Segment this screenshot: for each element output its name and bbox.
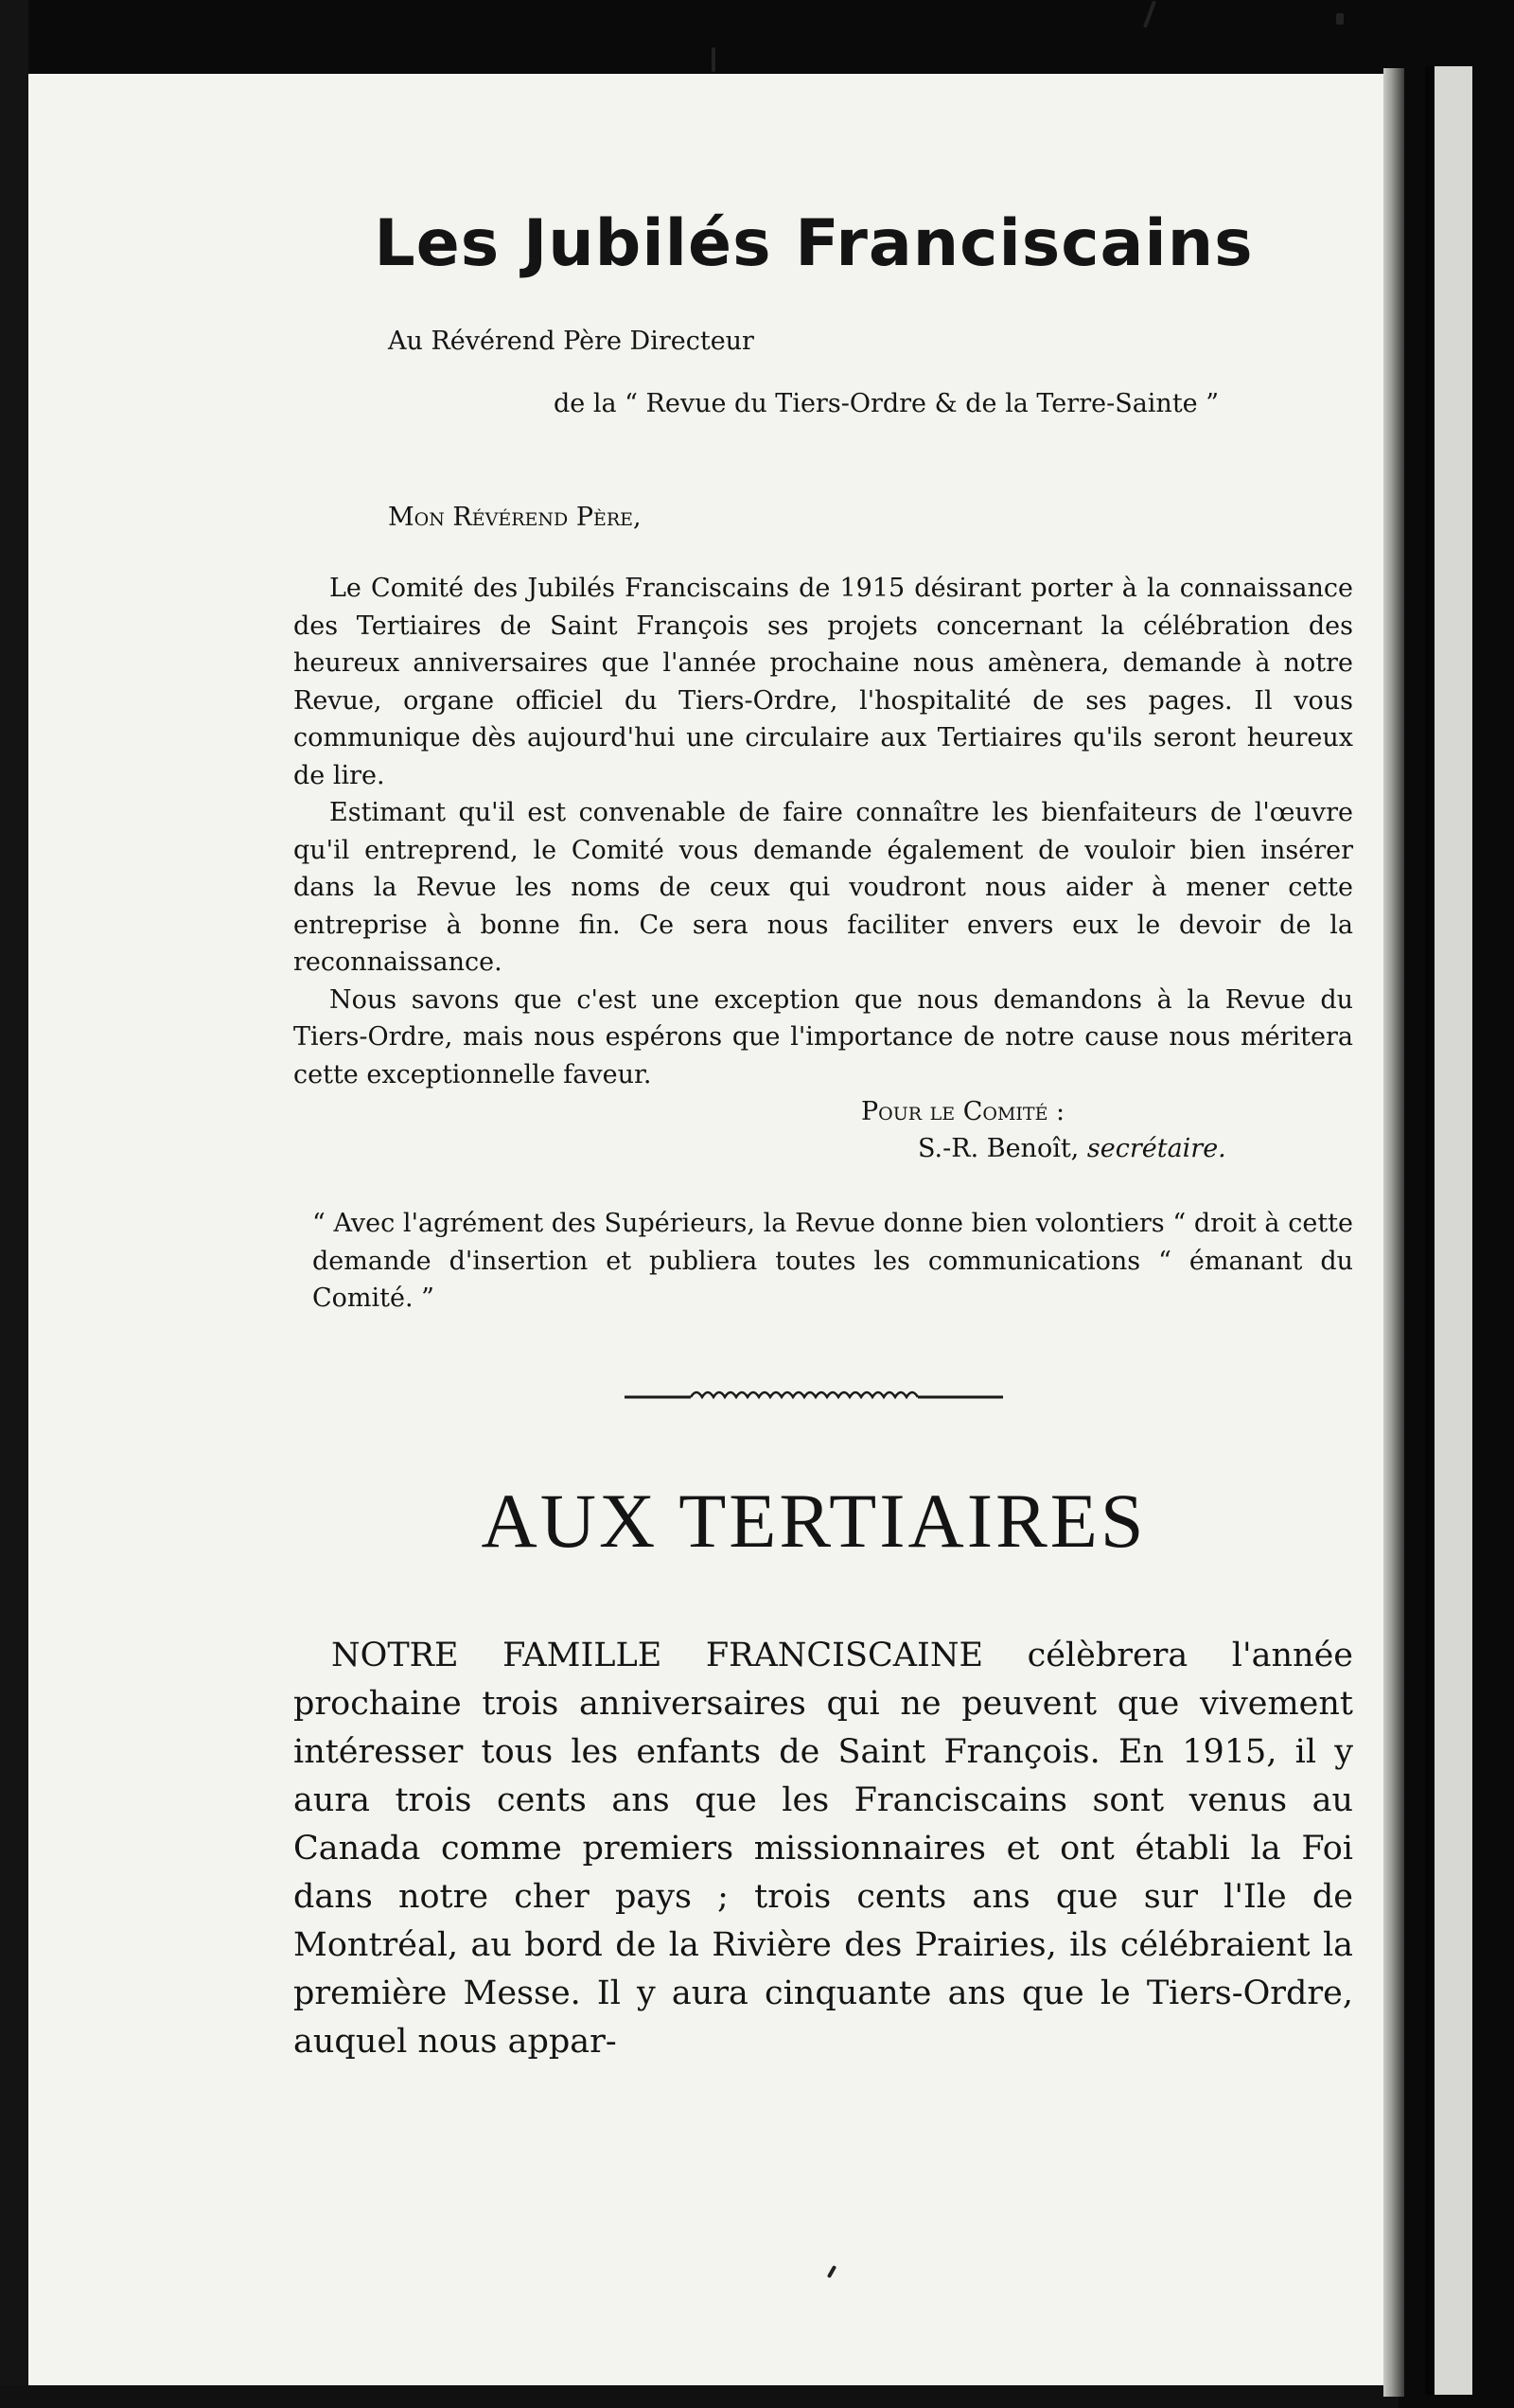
letter-signature [293, 1093, 1353, 1167]
speck [712, 47, 715, 72]
speck [1336, 13, 1344, 25]
page-title: Les Jubilés Franciscains [374, 206, 1254, 281]
editor-note-text: “ Avec l'agrément des Supérieurs, la Revue donne bien volontiers “ droit à cette demande d'insertion et publiera toutes les communications “ émanant du Comité. ” [312, 1209, 1353, 1313]
signature-committee: Pour le Comité : [861, 1097, 1065, 1126]
page-spine-edge [1383, 68, 1404, 2397]
section-body [293, 1632, 1353, 2066]
editor-note [312, 1205, 1353, 1318]
signature-name-line [918, 1130, 1353, 1167]
letter-paragraph-3: Nous savons que c'est une exception que nous demandons à la Revue du Tiers-Ordre, mais nous espérons que l'importance de notre cause nous méritera cette exceptionnelle faveur. [293, 984, 1353, 1089]
section-title: AUX TERTIAIRES [481, 1477, 1147, 1564]
letter-salutation: Mon Révérend Père, [388, 503, 642, 532]
next-page-edge [1435, 66, 1472, 2395]
signature-name: S.-R. Benoît, [918, 1134, 1080, 1163]
address-line-1: Au Révérend Père Directeur [388, 327, 754, 356]
wavy-divider-ornament [625, 1384, 1003, 1407]
letter-paragraph-2: Estimant qu'il est convenable de faire connaître les bienfaiteurs de l'œuvre qu'il entreprend, le Comité vous demande également de vouloir bien insérer dans la Revue les noms de ceux qui voudront nous aider à mener cette entreprise à bonne fin. Ce sera nous faciliter envers eux le devoir de la reconnaissance. [293, 798, 1353, 977]
address-line-2: de la “ Revue du Tiers-Ordre & de la Terre-Sainte ” [554, 389, 1220, 418]
document-page [28, 74, 1383, 2385]
section-paragraph: NOTRE FAMILLE FRANCISCAINE célèbrera l'année prochaine trois anniversaires qui ne peuvent que vivement intéresser tous les enfants de Saint François. En 1915, il y aura trois cents ans que les Franciscains sont venus au Canada comme premiers missionnaires et ont établi la Foi dans notre cher pays ; trois cents ans que sur l'Ile de Montréal, au bord de la Rivière des Prairies, ils célébraient la première Messe. Il y aura cinquante ans que le Tiers-Ordre, auquel nous appar- [293, 1636, 1353, 2061]
scan-border-left [0, 0, 28, 2408]
scan-border-top [0, 0, 1514, 74]
letter-paragraph-1: Le Comité des Jubilés Franciscains de 1915 désirant porter à la connaissance des Tertiaires de Saint François ses projets concernant la célébration des heureux anniversaires que l'année prochaine nous amènera, demande à notre Revue, organe officiel du Tiers-Ordre, l'hospitalité de ses pages. Il vous communique dès aujourd'hui une circulaire aux Tertiaires qu'ils seront heureux de lire. [293, 574, 1353, 790]
scan-border-bottom [0, 2385, 1514, 2408]
page-content [265, 206, 1363, 2066]
letter-body [293, 570, 1353, 1167]
signature-role: secrétaire. [1086, 1134, 1226, 1163]
